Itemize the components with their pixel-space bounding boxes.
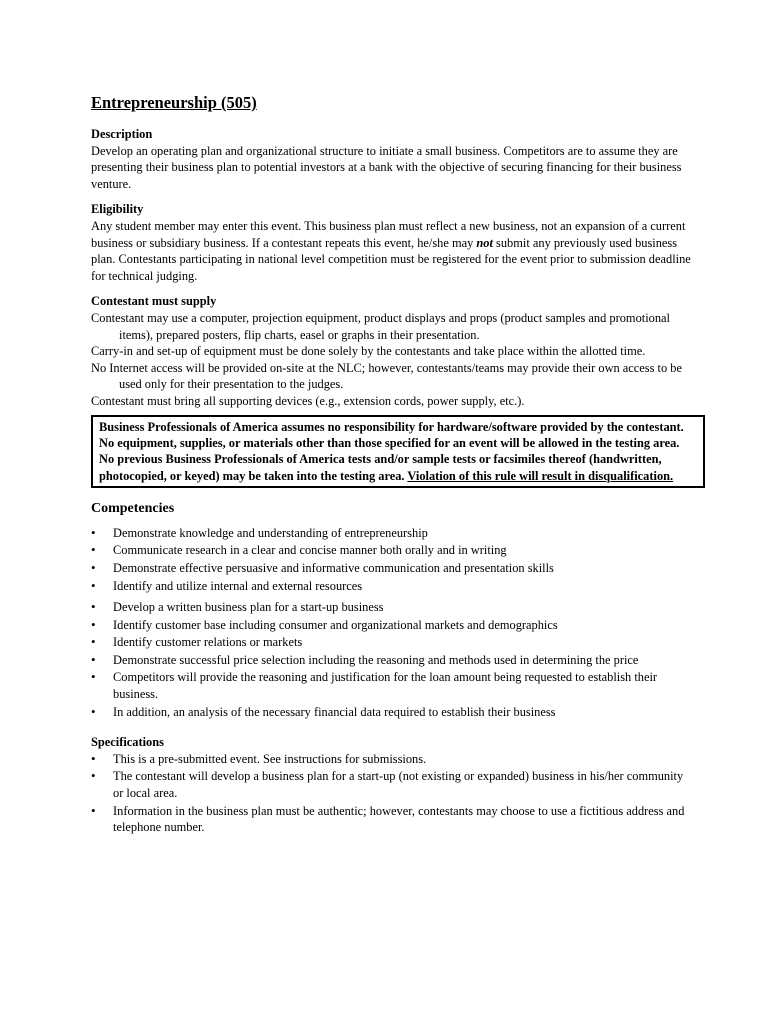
supply-item: Contestant must bring all supporting devices (e.g., extension cords, power supply, etc.). xyxy=(91,393,525,408)
list-item: • Demonstrate effective persuasive and informative communication and presentation skills xyxy=(91,560,691,577)
supply-item: No Internet access will be provided on-site at the NLC; however, contestants/teams may provide their own access to be used only for their presentation to the judges. xyxy=(91,360,682,392)
specifications-list xyxy=(91,751,691,836)
page-title: Entrepreneurship (505) xyxy=(91,93,257,112)
list-item: • Identify customer relations or markets xyxy=(91,634,691,651)
specifications-heading: Specifications xyxy=(91,735,164,750)
list-item: • Competitors will provide the reasoning and justification for the loan amount being requested to establish their business. xyxy=(91,669,691,702)
notice-equipment: No equipment, supplies, or materials other than those specified for an event will be allowed in the testing area. xyxy=(99,435,680,450)
notice-violation: Violation of this rule will result in disqualification. xyxy=(407,468,674,483)
eligibility-text-start: Any student member may enter this event. This business plan must reflect a new business, not an expansion of a current business or subsidiary business. If a contestant repeats this event, he/she may xyxy=(91,218,686,250)
competencies-list-1 xyxy=(91,525,691,594)
eligibility-text xyxy=(91,218,691,284)
competencies-heading: Competencies xyxy=(91,501,175,517)
document-page xyxy=(91,93,691,837)
description-heading: Description xyxy=(91,127,153,141)
description-text: Develop an operating plan and organizational structure to initiate a small business. Competitors are to assume they are presenting their business plan to potential investors at a bank with the objective of securing financing for their business venture. xyxy=(91,143,682,191)
list-item: • Develop a written business plan for a start-up business xyxy=(91,599,691,616)
eligibility-heading: Eligibility xyxy=(91,202,144,217)
notice-tests-text: No previous Business Professionals of America tests and/or sample tests or facsimiles thereof (handwritten, photocopied, or keyed) may be taken into the testing area. xyxy=(99,452,662,483)
list-item: • The contestant will develop a business plan for a start-up (not existing or expanded) business in his/her community or local area. xyxy=(91,768,691,801)
supply-item: Contestant may use a computer, projection equipment, product displays and props (product samples and promotional items), prepared posters, flip charts, easel or graphs in their presentation. xyxy=(91,310,670,342)
supply-item: Carry-in and set-up of equipment must be done solely by the contestants and take place within the allotted time. xyxy=(91,344,646,359)
supply-heading: Contestant must supply xyxy=(91,294,217,309)
notice-tests xyxy=(99,451,697,484)
list-item: • This is a pre-submitted event. See instructions for submissions. xyxy=(91,751,691,768)
list-item: • Identify and utilize internal and external resources xyxy=(91,578,691,595)
rules-notice-box xyxy=(91,415,705,489)
list-item: • Demonstrate knowledge and understanding of entrepreneurship xyxy=(91,525,691,542)
competencies-list-2 xyxy=(91,599,691,720)
list-item: • Information in the business plan must be authentic; however, contestants may choose to use a fictitious address and telephone number. xyxy=(91,803,691,836)
list-item: • Demonstrate successful price selection including the reasoning and methods used in determining the price xyxy=(91,652,691,669)
list-item: • In addition, an analysis of the necessary financial data required to establish their business xyxy=(91,704,691,721)
eligibility-text-end: submit any previously used business plan. Contestants participating in national level competition must be registered for the event prior to submission deadline for technical judging. xyxy=(91,235,691,283)
list-item: • Communicate research in a clear and concise manner both orally and in writing xyxy=(91,542,691,559)
list-item: • Identify customer base including consumer and organizational markets and demographics xyxy=(91,617,691,634)
eligibility-emphasis: not xyxy=(476,235,493,250)
notice-hardware: Business Professionals of America assumes no responsibility for hardware/software provided by the contestant. xyxy=(99,419,684,434)
